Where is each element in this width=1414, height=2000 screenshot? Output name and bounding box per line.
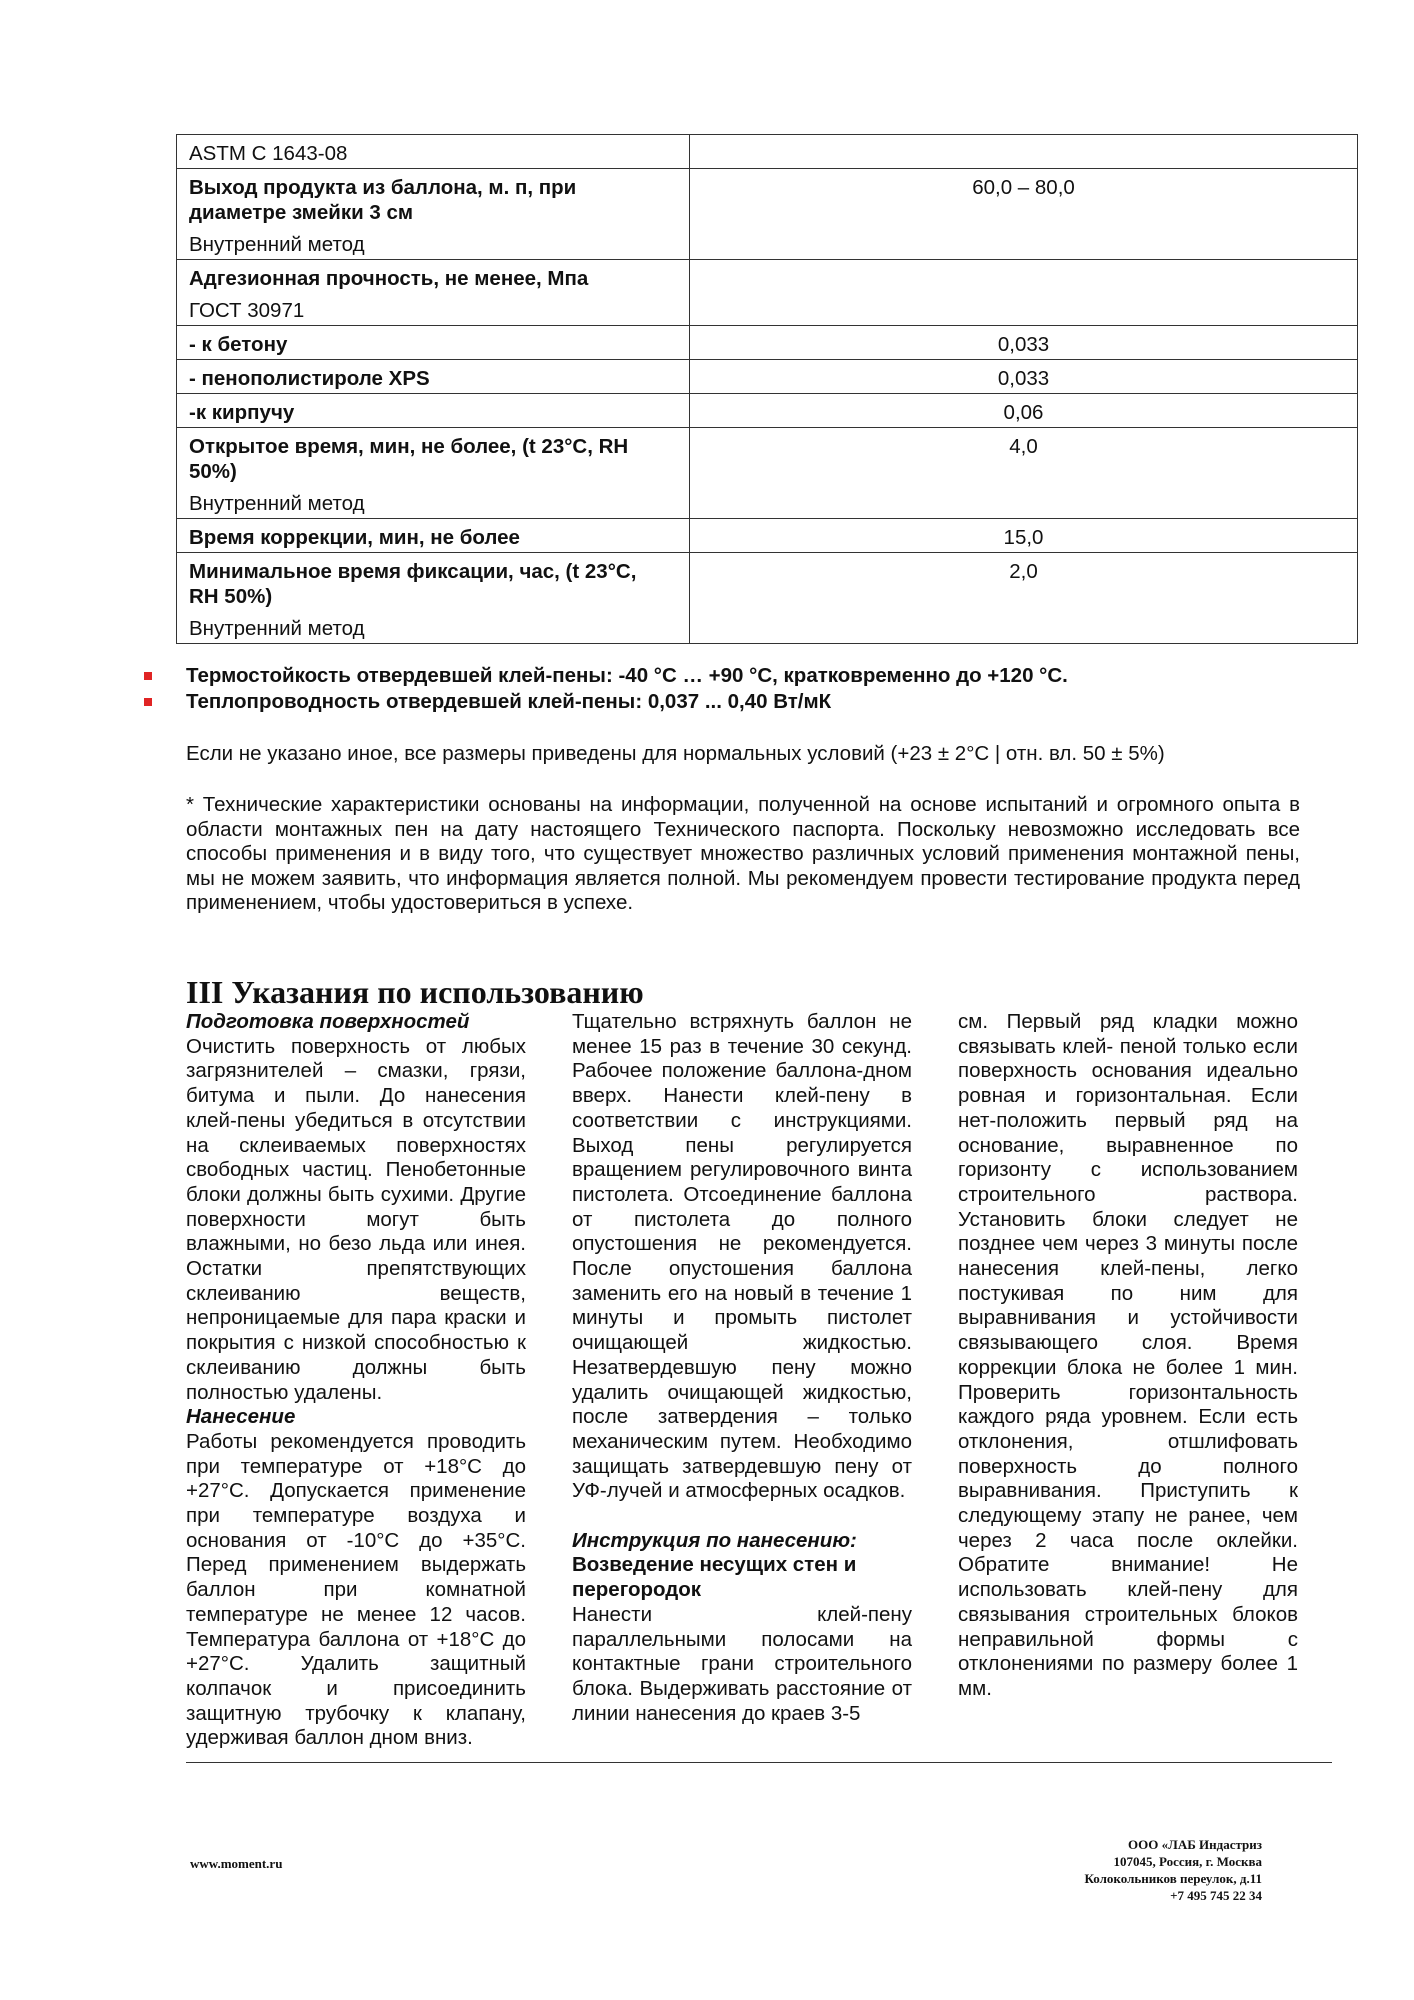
property-name: Минимальное время фиксации, час, (t 23°C,	[189, 560, 637, 583]
table-row	[177, 394, 1358, 428]
property-name-cont: диаметре змейки 3 см	[189, 201, 414, 224]
instructions-column-1	[186, 1010, 526, 1751]
property-value: 2,0	[690, 553, 1358, 644]
company-address	[902, 1836, 1262, 1904]
property-name: - к бетону	[189, 333, 288, 356]
paragraph: Очистить поверхность от любых загрязнителей – смазки, грязи, битума и пыли. До нанесения клей-пены убедиться в отсутствии на склеиваемых поверхностях свободных частиц. Пенобетонные блоки должны быть сухими. Другие поверхности могут быть влажными, но безо льда или инея. Остатки препятствующих склеиванию веществ, непроницаемые для пара краски и покрытия с низкой способностью к склеиванию должны быть полностью удалены.	[186, 1034, 526, 1404]
thermal-conductivity-text: Теплопроводность отвердевшей клей-пены: 0,037 ... 0,40 Вт/мК	[186, 690, 832, 713]
subheading-surface-prep: Подготовка поверхностей	[186, 1010, 470, 1033]
instructions-column-2	[572, 1010, 912, 1726]
address-line: 107045, Россия, г. Москва	[1113, 1854, 1262, 1869]
property-value: 0,033	[690, 326, 1358, 360]
table-row	[177, 326, 1358, 360]
company-name: ООО «ЛАБ Индастриз	[1128, 1837, 1262, 1852]
list-item	[138, 663, 1358, 689]
subheading-application: Нанесение	[186, 1405, 296, 1429]
instructions-column-3	[958, 1010, 1298, 1702]
test-method: ASTM C 1643-08	[189, 142, 348, 165]
property-value: 0,06	[690, 394, 1358, 428]
test-method: Внутренний метод	[189, 617, 365, 640]
property-name: Адгезионная прочность, не менее, Мпа	[189, 267, 589, 290]
test-method: Внутренний метод	[189, 492, 365, 515]
address-line: Колокольников переулок, д.11	[1084, 1871, 1262, 1886]
list-item	[138, 689, 1358, 715]
table-row	[177, 169, 1358, 260]
property-value: 15,0	[690, 519, 1358, 553]
subheading-application-instructions: Инструкция по нанесению:	[572, 1528, 857, 1552]
properties-table	[176, 134, 1358, 644]
property-value: 0,033	[690, 360, 1358, 394]
property-value: 4,0	[690, 428, 1358, 519]
table-row	[177, 360, 1358, 394]
section-title: III Указания по использованию	[186, 974, 644, 1010]
website-link[interactable]: www.moment.ru	[190, 1856, 283, 1871]
property-name: Время коррекции, мин, не более	[189, 526, 520, 549]
test-method: ГОСТ 30971	[189, 299, 305, 322]
table-row	[177, 428, 1358, 519]
property-name: Выход продукта из баллона, м. п, при	[189, 176, 577, 199]
table-row	[177, 519, 1358, 553]
property-name-cont: RH 50%)	[189, 585, 273, 608]
paragraph: Работы рекомендуется проводить при температуре от +18°C до +27°C. Допускается применение при температуре воздуха и основания от -10°C до +35°C. Перед применением выдержать баллон при комнатной температуре не менее 12 часов. Температура баллона от +18°C до +27°C. Удалить защитный колпачок и присоединить защитную трубочку к клапану, удерживая баллон дном вниз.	[186, 1429, 526, 1750]
paragraph: Нанести клей-пену параллельными полосами на контактные грани строительного блока. Выдерживать расстояние от линии нанесения до краев 3-5	[572, 1602, 912, 1725]
property-name: - пенополистироле XPS	[189, 367, 430, 390]
disclaimer-text: * Технические характеристики основаны на информации, полученной на основе испытаний и огромного опыта в области монтажных пен на дату настоящего Технического паспорта. Поскольку невозможно исследовать все способы применения и в виду того, что существует множество различных условий применения монтажной пены, мы не можем заявить, что информация является полной. Мы рекомендуем провести тестирование продукта перед применением, чтобы удостовериться в успехе.	[186, 793, 1300, 915]
property-name: Открытое время, мин, не более, (t 23°C, RH	[189, 435, 629, 458]
table-row	[177, 135, 1358, 169]
key-properties-list	[138, 663, 1358, 715]
test-method: Внутренний метод	[189, 233, 365, 256]
disclaimer-note	[186, 793, 1300, 916]
subheading-walls: Возведение несущих стен и перегородок	[572, 1553, 857, 1602]
paragraph: см. Первый ряд кладки можно связывать клей- пеной только если поверхность основания идеально ровная и горизонтальная. Если нет-положить первый ряд на основание, выравненное по горизонту с использованием строительного раствора. Установить блоки следует не позднее чем через 3 минуты после нанесения клей-пены, легко постукивая по ним для выравнивания и устойчивости связывающего слоя. Время коррекции блока не более 1 мин. Проверить горизонтальность каждого ряда уровнем. Если есть отклонения, отшлифовать поверхность до полного выравнивания. Приступить к следующему этапу не ранее, чем через 2 часа после оклейки. Обратите внимание! Не использовать клей-пену для связывания строительных блоков неправильной формы с отклонениями по размеру более 1 мм.	[958, 1010, 1298, 1700]
property-value	[690, 260, 1358, 326]
conditions-note: Если не указано иное, все размеры приведены для нормальных условий (+23 ± 2°C | отн. вл. 50 ± 5%)	[186, 742, 1165, 765]
table-row	[177, 553, 1358, 644]
paragraph: Тщательно встряхнуть баллон не менее 15 раз в течение 30 секунд. Рабочее положение баллона-дном вверх. Нанести клей-пену в соответствии с инструкциями. Выход пены регулируется вращением регулировочного винта пистолета. Отсоединение баллона от пистолета до полного опустошения не рекомендуется. После опустошения баллона заменить его на новый в течение 1 минуты и промыть пистолет очищающей жидкостью. Незатвердевшую пену можно удалить очищающей жидкостью, после затвердения – только механическим путем. Необходимо защищать затвердевшую пену от УФ-лучей и атмосферных осадков.	[572, 1010, 912, 1503]
bullet-square-icon	[144, 698, 152, 706]
table-row	[177, 260, 1358, 326]
heat-resistance-text: Термостойкость отвердевшей клей-пены: -40 °C … +90 °C, кратковременно до +120 °C.	[186, 664, 1068, 687]
bullet-square-icon	[144, 672, 152, 680]
property-name: -к кирпучу	[189, 401, 295, 424]
property-value	[690, 135, 1358, 169]
property-name-cont: 50%)	[189, 460, 237, 483]
property-value: 60,0 – 80,0	[690, 169, 1358, 260]
phone-number: +7 495 745 22 34	[1170, 1888, 1262, 1903]
footer-divider	[186, 1762, 1332, 1763]
